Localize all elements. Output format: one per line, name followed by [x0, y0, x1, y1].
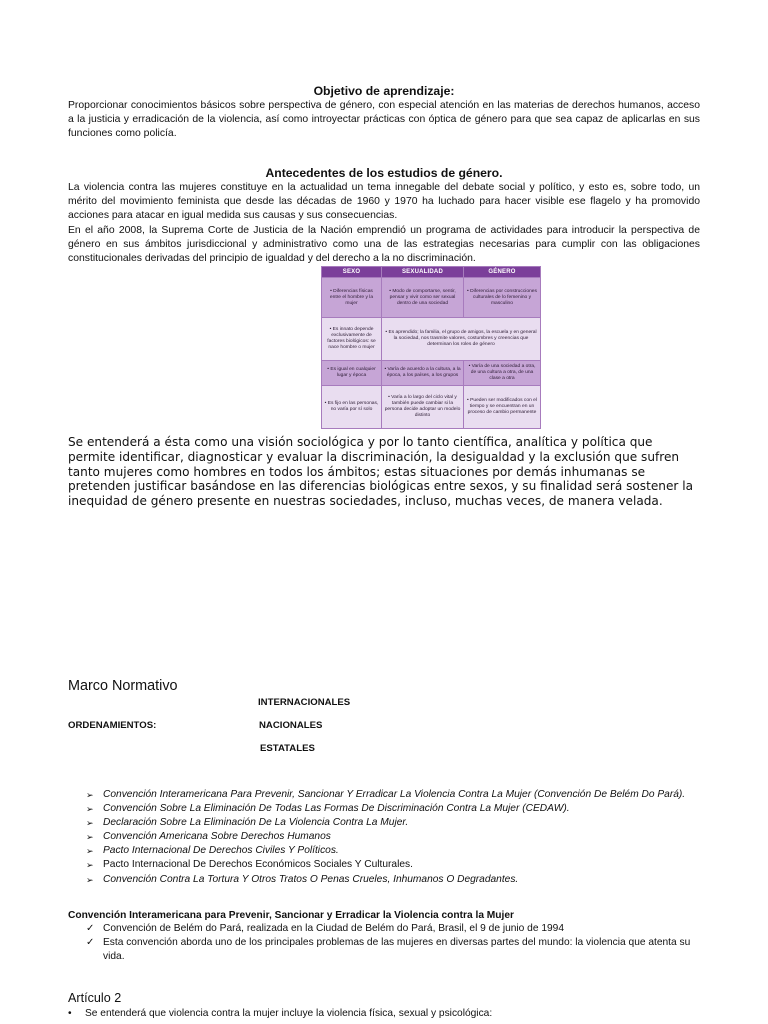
articulo-bullet: • Se entenderá que violencia contra la mujer incluye la violencia física, sexual y psicológica:	[68, 1008, 493, 1019]
arrow-bullet-icon: ➢	[86, 790, 94, 800]
list-item: ➢ Pacto Internacional De Derechos Económicos Sociales Y Culturales.	[86, 858, 706, 872]
arrow-bullet-icon: ➢	[86, 818, 94, 829]
table-cell: • Diferencias físicas entre el hombre y la mujer	[322, 278, 382, 318]
table-cell: • Varía a lo largo del ciclo vital y también puede cambiar si la persona decide adoptar un modelo distinto	[382, 386, 464, 429]
list-item: ➢ Pacto Internacional De Derechos Civiles Y Políticos.	[86, 844, 706, 858]
list-item: ➢ Convención Americana Sobre Derechos Humanos	[86, 830, 706, 844]
gender-concepts-table	[321, 266, 541, 429]
table-cell: • Modo de comportarse, sentir, pensar y vivir como ser sexual dentro de una sociedad	[382, 278, 464, 318]
marco-normativo-title: Marco Normativo	[68, 678, 178, 694]
table-cell: • Es fijo en las personas, no varía por sí solo	[322, 386, 382, 429]
arrow-bullet-icon: ➢	[86, 874, 94, 885]
table-cell: • Es aprendido; la familia, el grupo de amigos, la escuela y en general la sociedad, nos trasmite valores, costumbres y creencias que determinan los roles de género	[382, 318, 541, 361]
list-item: ➢ Convención Interamericana Para Prevenir, Sancionar Y Erradicar La Violencia Contra La Mujer (Convención De Belém Do Pará).	[86, 788, 706, 802]
ordenamiento-nacionales: NACIONALES	[259, 720, 323, 731]
belem-title: Convención Interamericana para Prevenir, Sancionar y Erradicar la Violencia contra la Mujer	[68, 910, 514, 921]
table-cell: • Es innato depende exclusivamente de factores biológicos: se nace hombre o mujer	[322, 318, 382, 361]
list-item: ✓ Esta convención aborda uno de los principales problemas de las mujeres en diversas partes del mundo: la violencia que atenta su vida.	[86, 937, 691, 962]
articulo-title: Artículo 2	[68, 991, 122, 1005]
list-item: ➢ Declaración Sobre La Eliminación De La Violencia Contra La Mujer.	[86, 816, 706, 830]
arrow-bullet-icon: ➢	[86, 804, 94, 815]
list-item: ➢ Convención Contra La Tortura Y Otros Tratos O Penas Crueles, Inhumanos O Degradantes.	[86, 873, 706, 887]
table-cell: • Varía de acuerdo a la cultura, a la época, a los países, a los grupos	[382, 361, 464, 386]
arrow-bullet-icon: ➢	[86, 832, 94, 843]
table-cell: • Varía de una sociedad a otra, de una cultura a otra, de una clase a otra	[464, 361, 541, 386]
objetivo-title: Objetivo de aprendizaje:	[313, 84, 455, 98]
antecedentes-paragraph-1: La violencia contra las mujeres constituye en la actualidad un tema innegable del debate social y político, y esto es, sobre todo, un mérito del movimiento feminista que desde las décadas de 1960 y 1970 ha luchado para hacer visible ese flagelo y ha promovido acciones para atacar en igual medida sus causas y sus consecuencias.	[68, 182, 700, 221]
antecedentes-title: Antecedentes de los estudios de género.	[265, 166, 503, 180]
bullet-icon: •	[68, 1008, 72, 1019]
table-row	[322, 386, 541, 429]
table-row	[322, 318, 541, 361]
objetivo-text: Proporcionar conocimientos básicos sobre perspectiva de género, con especial atención en las materias de derechos humanos, acceso a la justicia y erradicación de la violencia, así como introyectar prácticas con óptica de género para que sea capaz de aplicarlas en sus funciones como policía.	[68, 100, 700, 139]
check-icon: ✓	[86, 923, 95, 934]
table-header-genero: GÉNERO	[464, 267, 541, 278]
antecedentes-paragraph-2: En el año 2008, la Suprema Corte de Justicia de la Nación emprendió un programa de actividades para introducir la perspectiva de género en sus ámbitos jurisdiccional y administrativo como una de las estrategias necesarias para cumplir con las obligaciones constitucionales derivadas del principio de igualdad y del derecho a la no discriminación.	[68, 225, 700, 264]
arrow-bullet-icon: ➢	[86, 860, 94, 871]
table-row	[322, 361, 541, 386]
ordenamiento-internacionales: INTERNACIONALES	[258, 697, 351, 708]
table-cell: • Diferencias por construcciones culturales de lo femenino y masculino	[464, 278, 541, 318]
table-header-sexualidad: SEXUALIDAD	[382, 267, 464, 278]
table-row	[322, 278, 541, 318]
ordenamientos-label: ORDENAMIENTOS:	[68, 720, 157, 731]
table-cell: • Pueden ser modificados con el tiempo y se encuentran en un proceso de cambio permanente	[464, 386, 541, 429]
ordenamiento-estatales: ESTATALES	[260, 743, 315, 754]
arrow-bullet-icon: ➢	[86, 846, 94, 857]
check-icon: ✓	[86, 937, 95, 948]
list-item: ✓ Convención de Belém do Pará, realizada en la Ciudad de Belém do Pará, Brasil, el 9 de junio de 1994	[86, 923, 564, 934]
list-item: ➢ Convención Sobre La Eliminación De Todas Las Formas De Discriminación Contra La Mujer (CEDAW).	[86, 802, 706, 816]
vision-paragraph: Se entenderá a ésta como una visión sociológica y por lo tanto científica, analítica y política que permite identificar, diagnosticar y evaluar la discriminación, la desigualdad y la exclusión que sufren tanto mujeres como hombres en todos los ámbitos; estas situaciones por demás inhumanas se pretenden justificar basándose en las diferencias biológicas entre sexos, y su finalidad será sostener la inequidad de género presente en nuestras sociedades, incluso, muchas veces, de manera velada.	[68, 435, 693, 509]
belem-list	[86, 922, 706, 964]
convenciones-list	[86, 788, 706, 887]
table-header-sexo: SEXO	[322, 267, 382, 278]
table-cell: • Es igual en cualquier lugar y época	[322, 361, 382, 386]
